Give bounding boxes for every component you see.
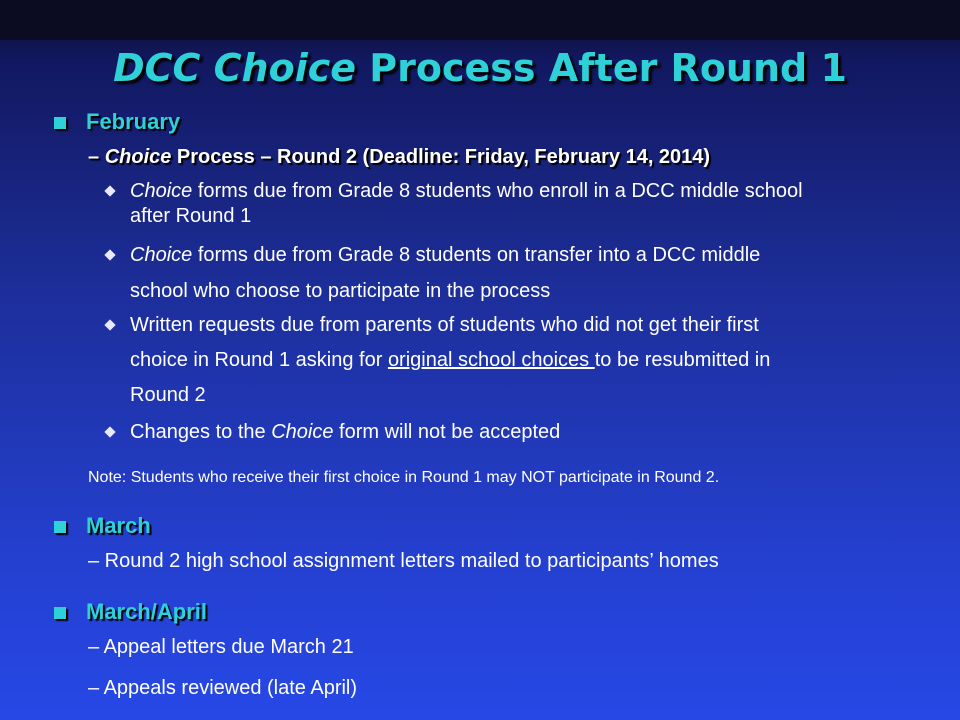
item-2-italic: Choice <box>130 244 193 266</box>
march-april-line-1: – Appeal letters due March 21 <box>88 636 354 658</box>
round2-note: Note: Students who receive their first choice in Round 1 may NOT participate in Round 2. <box>88 469 720 486</box>
item-1-line-1 <box>130 180 803 203</box>
item-3-line-3: Round 2 <box>130 384 206 406</box>
item-2-line-1 <box>130 244 760 267</box>
item-3-underlined: original school choices <box>387 349 595 371</box>
subheading-dash: – <box>88 146 105 168</box>
slide-title-rest: Process After Round 1 <box>356 46 847 90</box>
section-heading-february: February <box>86 109 181 134</box>
diamond-bullet-icon <box>104 249 115 260</box>
square-bullet-icon <box>54 117 66 129</box>
item-2-line-2: school who choose to participate in the process <box>130 280 551 302</box>
square-bullet-icon <box>54 607 66 619</box>
square-bullet-icon <box>54 521 66 533</box>
item-4-italic: Choice <box>271 421 334 443</box>
slide-title <box>0 46 960 90</box>
section-heading-march: March <box>86 513 151 538</box>
item-1-text: forms due from Grade 8 students who enroll in a DCC middle school <box>192 180 803 202</box>
item-3-after: to be resubmitted in <box>594 349 771 371</box>
diamond-bullet-icon <box>104 185 115 196</box>
item-4-before: Changes to the <box>130 421 272 443</box>
top-band <box>0 0 960 40</box>
item-1-line-2: after Round 1 <box>130 205 252 227</box>
item-4-line-1 <box>130 421 560 444</box>
item-1-italic: Choice <box>130 180 193 202</box>
item-2-text: forms due from Grade 8 students on transfer into a DCC middle <box>192 244 761 266</box>
march-line-1: – Round 2 high school assignment letters mailed to participants’ homes <box>88 550 719 572</box>
march-april-line-2: – Appeals reviewed (late April) <box>88 677 358 699</box>
item-3-line-1: Written requests due from parents of students who did not get their first <box>130 314 759 336</box>
section-heading-march-april: March/April <box>86 599 208 624</box>
diamond-bullet-icon <box>104 319 115 330</box>
diamond-bullet-icon <box>104 426 115 437</box>
subheading-rest: Process – Round 2 (Deadline: Friday, February 14, 2014) <box>171 146 711 168</box>
item-3-before: choice in Round 1 asking for <box>130 349 388 371</box>
subheading-italic: Choice <box>104 146 172 168</box>
slide-title-italic: DCC Choice <box>113 46 357 90</box>
round2-subheading <box>88 146 710 169</box>
item-4-after: form will not be accepted <box>333 421 561 443</box>
item-3-line-2 <box>130 349 770 372</box>
